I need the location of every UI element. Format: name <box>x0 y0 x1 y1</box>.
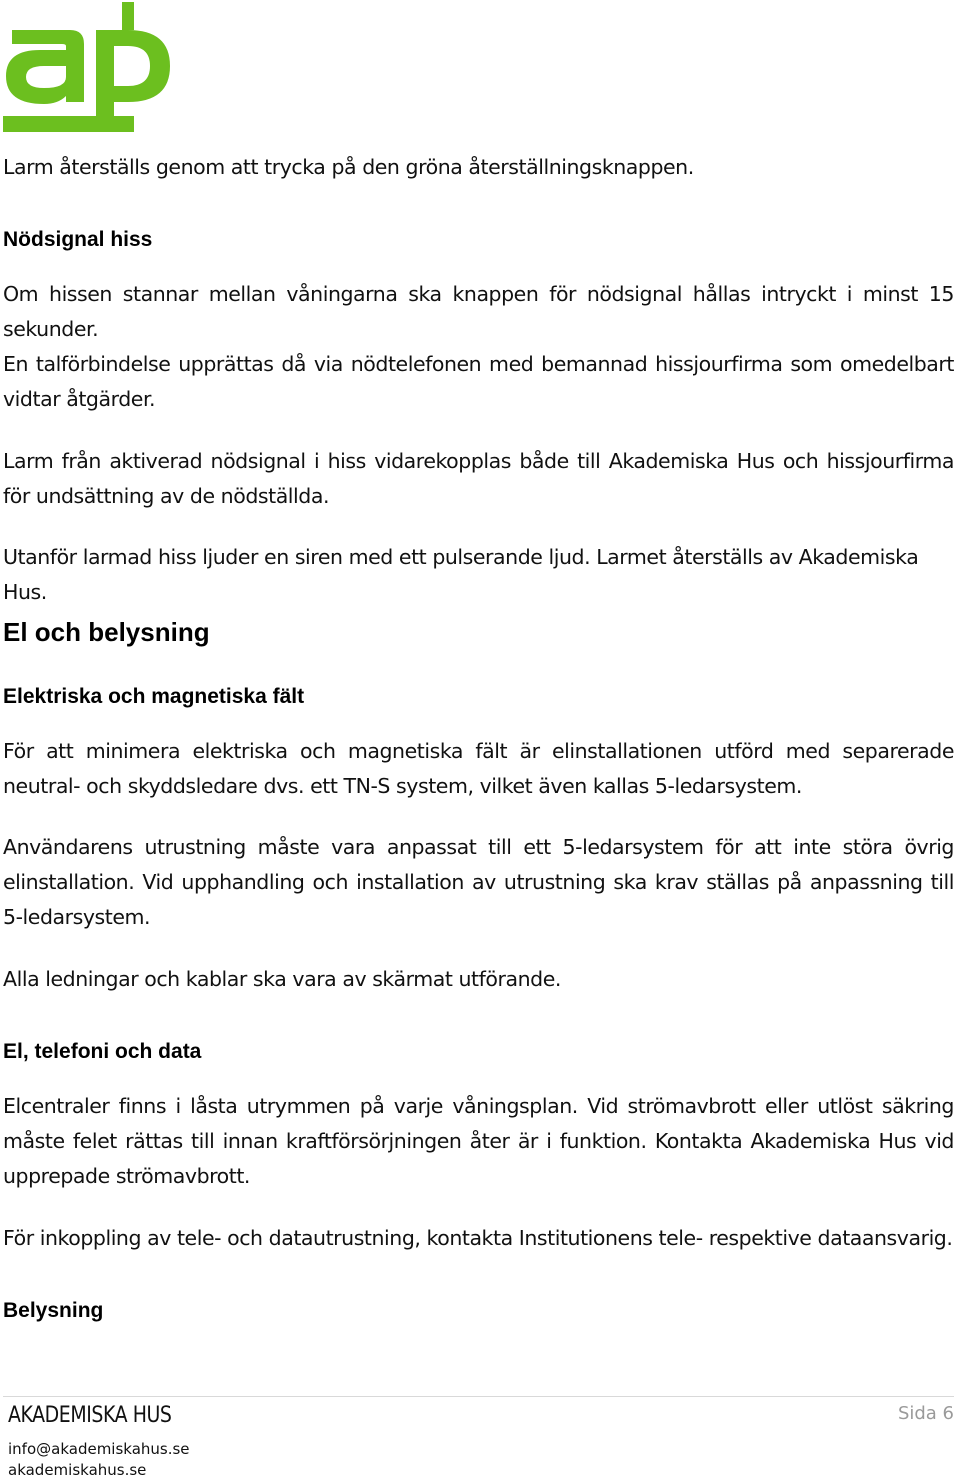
heading-el-telefoni-data: El, telefoni och data <box>3 1040 202 1063</box>
footer-divider <box>3 1396 954 1397</box>
paragraph-call-connection: En talförbindelse upprättas då via nödtelefonen med bemannad hissjourfirma som omedelbart vidtar åtgärder. <box>3 352 954 411</box>
paragraph-elcentraler: Elcentraler finns i låsta utrymmen på varje våningsplan. Vid strömavbrott eller utlöst säkring måste felet rättas till innan kraftförsörjningen åter är i funktion. Kontakta Akademiska Hus vid upprepade strömavbrott. <box>3 1094 954 1188</box>
paragraph-tele-data: För inkoppling av tele- och datautrustning, kontakta Institutionens tele- respektive dataansvarig. <box>3 1226 953 1250</box>
footer-brand-name: AKADEMISKA HUS <box>8 1403 172 1428</box>
heading-belysning: Belysning <box>3 1299 104 1322</box>
paragraph-shielded-cables: Alla ledningar och kablar ska vara av skärmat utförande. <box>3 967 561 991</box>
paragraph-user-equipment: Användarens utrustning måste vara anpassat till ett 5-ledarsystem för att inte störa övrig elinstallation. Vid upphandling och installation av utrustning ska krav ställas på anpassning till 5-ledarsystem. <box>3 835 954 929</box>
footer-website[interactable]: akademiskahus.se <box>8 1461 147 1479</box>
page-number: Sida 6 <box>897 1403 954 1424</box>
paragraph-siren: Utanför larmad hiss ljuder en siren med ett pulserande ljud. Larmet återställs av Akademiska Hus. <box>3 545 919 604</box>
heading-el-och-belysning: El och belysning <box>3 617 210 647</box>
heading-elektriska-falt: Elektriska och magnetiska fält <box>3 685 305 708</box>
heading-nodsignal-hiss: Nödsignal hiss <box>3 228 153 251</box>
paragraph-tn-s-system: För att minimera elektriska och magnetiska fält är elinstallationen utförd med separerade neutral- och skyddsledare dvs. ett TN-S system, vilket även kallas 5-ledarsystem. <box>3 739 954 798</box>
paragraph-alarm-forward: Larm från aktiverad nödsignal i hiss vidarekopplas både till Akademiska Hus och hissjourfirma för undsättning av de nödställda. <box>3 449 954 508</box>
paragraph-emergency-button: Om hissen stannar mellan våningarna ska knappen för nödsignal hållas intryckt i minst 15 sekunder. <box>3 282 954 341</box>
footer-email[interactable]: info@akademiskahus.se <box>8 1440 190 1458</box>
akademiska-hus-logo <box>0 0 175 135</box>
paragraph-reset: Larm återställs genom att trycka på den gröna återställningsknappen. <box>3 155 694 179</box>
